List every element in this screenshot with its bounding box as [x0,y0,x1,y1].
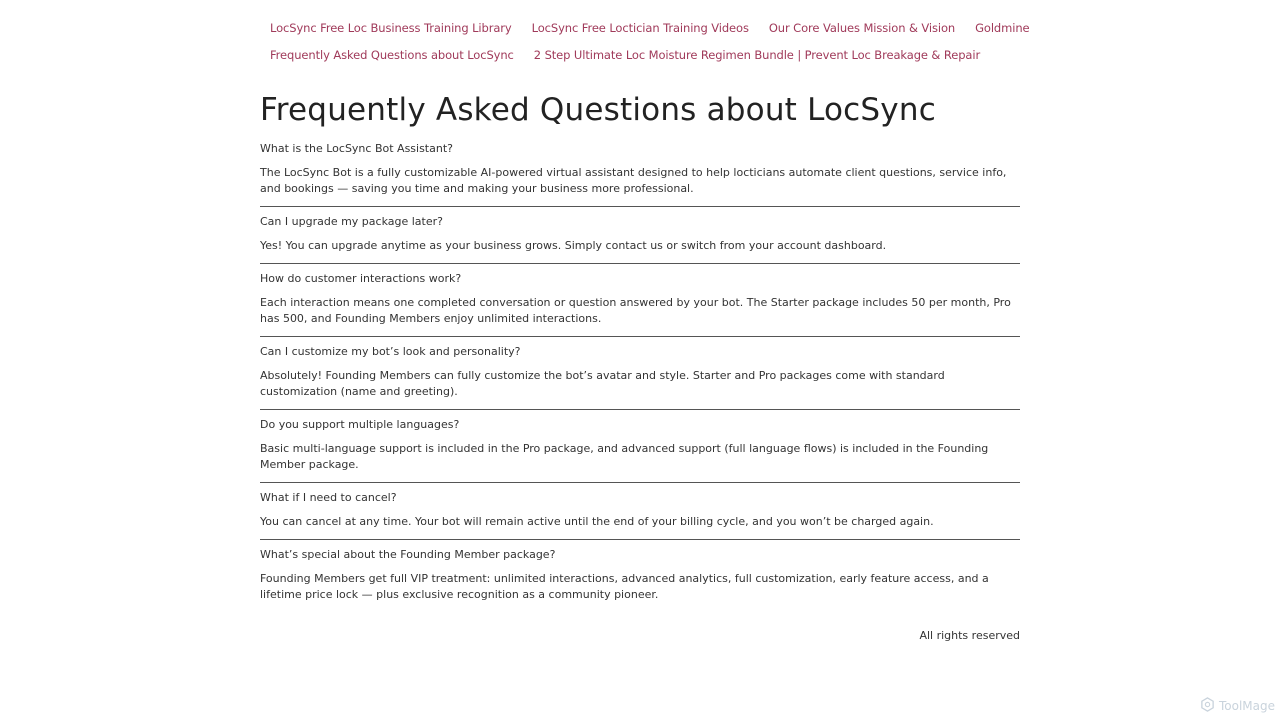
faq-item [260,337,1020,410]
faq-item [260,264,1020,337]
faq-item [260,540,1020,612]
faq-question[interactable]: Can I upgrade my package later? [260,215,443,228]
nav-link-loctician-training-videos[interactable]: LocSync Free Loctician Training Videos [531,20,749,35]
faq-item [260,134,1020,207]
watermark-text: ToolMage [1218,699,1275,713]
page-container [260,0,1030,642]
page-title: Frequently Asked Questions about LocSync [260,92,936,128]
faq-answer: Each interaction means one completed conversation or question answered by your bot. The Starter package includes 50 per month, Pro has 500, and Founding Members enjoy unlimited interactions. [260,296,1011,325]
faq-answer: Founding Members get full VIP treatment: unlimited interactions, advanced analytics, full customization, early feature access, and a lifetime price lock — plus exclusive recognition as a community pioneer. [260,572,989,601]
faq-answer: Basic multi-language support is included in the Pro package, and advanced support (full language flows) is included in the Founding Member package. [260,442,989,471]
faq-question[interactable]: Can I customize my bot’s look and personality? [260,345,521,358]
faq-answer: You can cancel at any time. Your bot will remain active until the end of your billing cycle, and you won’t be charged again. [260,515,934,528]
nav-link-goldmine[interactable]: Goldmine [975,20,1030,35]
faq-answer: Absolutely! Founding Members can fully customize the bot’s avatar and style. Starter and Pro packages come with standard customization (name and greeting). [260,369,945,398]
nav-link-core-values[interactable]: Our Core Values Mission & Vision [768,20,956,35]
faq-item [260,207,1020,264]
nav-row-2 [260,41,1020,68]
top-navigation [260,0,1030,68]
faq-question[interactable]: What is the LocSync Bot Assistant? [260,142,453,155]
nav-link-faq[interactable]: Frequently Asked Questions about LocSync [270,47,514,62]
faq-item [260,410,1020,483]
watermark [1200,697,1275,715]
faq-answer: The LocSync Bot is a fully customizable AI-powered virtual assistant designed to help locticians automate client questions, service info, and bookings — saving you time and making your business more professional. [260,166,1007,195]
faq-question[interactable]: Do you support multiple languages? [260,418,460,431]
footer-copyright: All rights reserved [919,629,1020,642]
nav-link-business-training-library[interactable]: LocSync Free Loc Business Training Library [270,20,512,35]
faq-question[interactable]: What’s special about the Founding Member package? [260,548,556,561]
faq-question[interactable]: How do customer interactions work? [260,272,462,285]
faq-answer: Yes! You can upgrade anytime as your business grows. Simply contact us or switch from your account dashboard. [260,239,887,252]
faq-list [260,134,1020,612]
nav-row-1 [260,14,1030,41]
nav-link-moisture-regimen-bundle[interactable]: 2 Step Ultimate Loc Moisture Regimen Bundle | Prevent Loc Breakage & Repair [533,47,981,62]
faq-item [260,483,1020,540]
toolmage-logo-icon [1200,697,1215,715]
faq-question[interactable]: What if I need to cancel? [260,491,397,504]
